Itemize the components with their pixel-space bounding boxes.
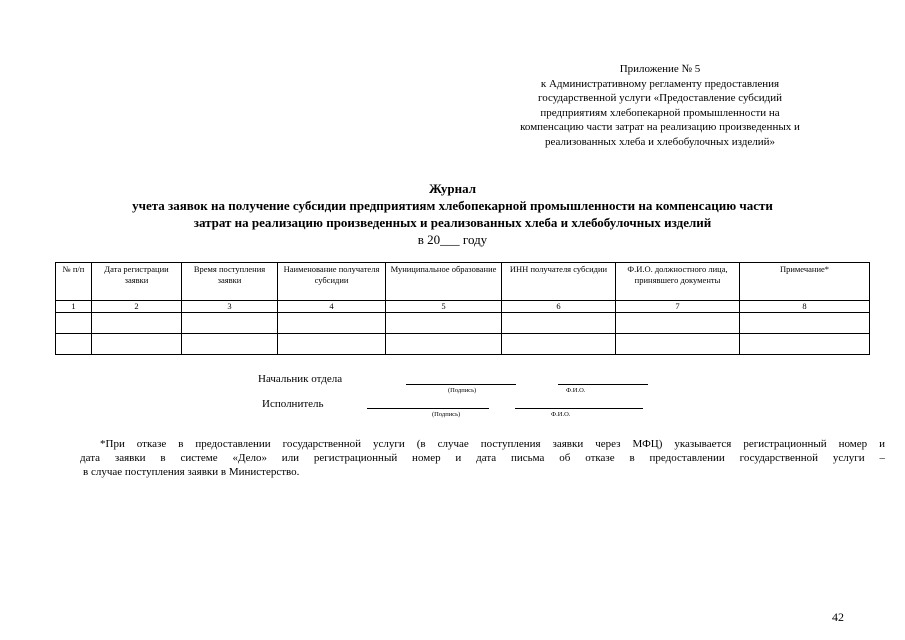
footnote-line: дата заявки в системе «Дело» или регистрационный номер и дата письма об отказе в предоставлении государственной услуги –	[80, 452, 885, 464]
table-cell	[56, 313, 92, 334]
executor-signature-line	[367, 408, 489, 409]
table-cell: 8	[740, 301, 870, 313]
table-cell: 2	[92, 301, 182, 313]
appendix-line: реализованных хлеба и хлебобулочных изделий»	[545, 135, 775, 148]
table-row	[56, 301, 870, 313]
head-signature-line	[406, 384, 516, 385]
table-cell: 4	[278, 301, 386, 313]
table-cell	[740, 313, 870, 334]
appendix-line: государственной услуги «Предоставление субсидий	[537, 92, 783, 104]
page-number: 42	[832, 610, 844, 624]
header-recipient-name: Наименование получателя субсидии	[278, 263, 386, 301]
table-cell	[56, 334, 92, 355]
table-cell	[182, 313, 278, 334]
table-cell	[182, 334, 278, 355]
table-cell: 7	[616, 301, 740, 313]
executor-signature-caption: (Подпись)	[432, 411, 461, 418]
appendix-line: Приложение № 5	[619, 63, 701, 75]
appendix-line: к Административному регламенту предоставления	[540, 77, 780, 90]
header-note: Примечание*	[740, 263, 870, 301]
head-of-department-label: Начальник отдела	[258, 373, 343, 385]
table-cell	[92, 334, 182, 355]
header-inn: ИНН получателя субсидии	[502, 263, 616, 301]
table-cell	[278, 313, 386, 334]
head-fio-caption: Ф.И.О.	[566, 387, 586, 394]
executor-label: Исполнитель	[262, 398, 324, 410]
header-registration-date: Дата регистрации заявки	[92, 263, 182, 301]
table-cell	[92, 313, 182, 334]
appendix-line: компенсацию части затрат на реализацию произведенных и	[520, 121, 800, 133]
table-cell: 3	[182, 301, 278, 313]
header-official-name: Ф.И.О. должностного лица, принявшего документы	[616, 263, 740, 301]
document-year: в 20___ году	[417, 232, 488, 247]
header-receipt-time: Время поступления заявки	[182, 263, 278, 301]
table-header-row	[56, 263, 870, 301]
header-municipality: Муниципальное образование	[386, 263, 502, 301]
table-cell	[616, 334, 740, 355]
appendix-header	[490, 62, 830, 149]
footnote-line: в случае поступления заявки в Министерство.	[83, 466, 300, 478]
table-cell: 6	[502, 301, 616, 313]
journal-table	[55, 262, 870, 355]
table-cell	[502, 313, 616, 334]
table-cell	[386, 313, 502, 334]
head-signature-caption: (Подпись)	[448, 387, 477, 394]
footnote	[80, 437, 885, 479]
table-cell	[502, 334, 616, 355]
executor-fio-caption: Ф.И.О.	[551, 411, 571, 418]
footnote-line: *При отказе в предоставлении государственной услуги (в случае поступления заявки через МФЦ) указывается регистрационный номер и	[100, 438, 885, 450]
document-title: Журнал	[429, 181, 476, 196]
table-cell: 5	[386, 301, 502, 313]
document-subtitle-line-1: учета заявок на получение субсидии предприятиям хлебопекарной промышленности на компенсацию части	[132, 198, 773, 213]
table-cell: 1	[56, 301, 92, 313]
document-subtitle-line-2: затрат на реализацию произведенных и реализованных хлеба и хлебобулочных изделий	[193, 215, 712, 230]
table-row	[56, 334, 870, 355]
table-cell	[616, 313, 740, 334]
header-number: № п/п	[56, 263, 92, 301]
table-cell	[386, 334, 502, 355]
table-cell	[740, 334, 870, 355]
executor-fio-line	[515, 408, 643, 409]
appendix-line: предприятиям хлебопекарной промышленности на	[540, 106, 780, 119]
table-row	[56, 313, 870, 334]
head-fio-line	[558, 384, 648, 385]
table-cell	[278, 334, 386, 355]
